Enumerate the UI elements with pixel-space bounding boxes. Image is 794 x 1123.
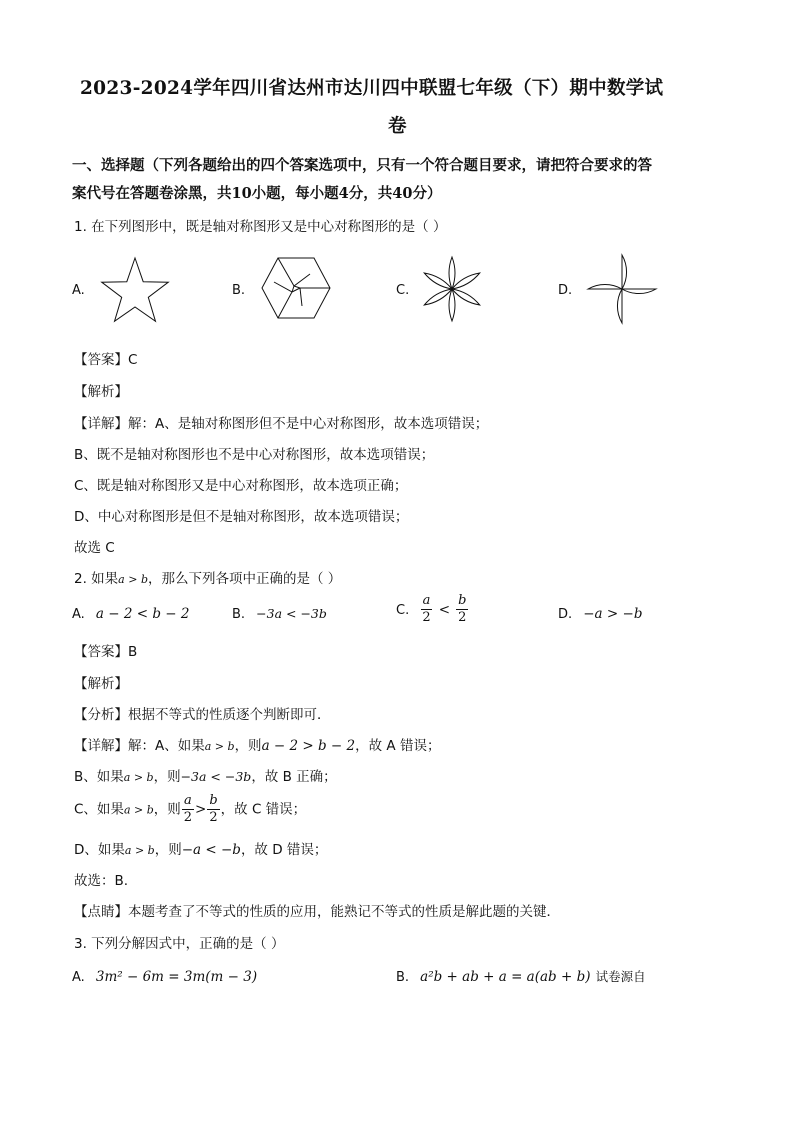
q1-option-d-label: D. — [558, 283, 573, 298]
fraction-a-over-2 — [182, 793, 194, 826]
detail-text: ，则 — [153, 801, 181, 818]
operator: > — [195, 801, 207, 818]
q3-option-a — [72, 966, 257, 985]
star-icon — [100, 255, 170, 323]
detail-text: B、如果 — [74, 769, 124, 785]
option-label: D. — [558, 607, 573, 622]
fraction-a-over-2 — [420, 593, 432, 626]
stem-math: a > b — [118, 573, 148, 586]
q2-option-d — [558, 603, 642, 622]
question-3-stem: 3. 下列分解因式中，正确的是（ ） — [74, 936, 285, 952]
condition-math: a > b — [204, 740, 235, 753]
dianjing-tag: 【点睛】 — [74, 904, 128, 920]
q2-fenxi — [74, 703, 331, 723]
q1-detail-line-2: B、既不是轴对称图形也不是中心对称图形，故本选项错误； — [74, 447, 435, 463]
detail-tag: 【详解】 — [74, 416, 128, 432]
option-label: A. — [72, 970, 85, 985]
denominator: 2 — [458, 610, 467, 625]
detail-text: ，故 B 正确； — [251, 769, 337, 785]
numerator: b — [209, 793, 218, 808]
option-label: B. — [232, 607, 246, 622]
page-title-line1: 2023-2024学年四川省达州市达川四中联盟七年级（下）期中数学试 — [80, 78, 664, 99]
option-label: B. — [396, 970, 410, 985]
option-expression: a − 2 < b − 2 — [95, 606, 190, 622]
page-title-line2: 卷 — [388, 116, 407, 137]
stem-pre: 2. 如果 — [74, 571, 119, 587]
q2-dianjing — [74, 900, 560, 920]
fraction-b-over-2 — [207, 793, 219, 826]
denominator: 2 — [209, 810, 218, 825]
q1-conclusion: 故选 C — [74, 540, 115, 556]
detail-text: D、如果 — [74, 842, 125, 858]
q2-option-a — [72, 603, 189, 622]
q1-option-c-label: C. — [396, 283, 410, 298]
pinwheel-icon — [586, 254, 658, 324]
option-expression: −3a < −3b — [256, 606, 327, 621]
numerator: b — [458, 593, 467, 608]
q1-detail-line-1 — [74, 412, 488, 432]
q2-detail-line-1 — [74, 734, 440, 754]
source-watermark-text: 试卷源自 — [595, 969, 646, 984]
q1-answer — [74, 348, 137, 368]
numerator: a — [422, 593, 431, 608]
q2-detail-line-4 — [74, 838, 327, 858]
detail-text: ，则 — [234, 738, 262, 754]
detail-text: 解：A、如果 — [128, 738, 205, 754]
answer-value: C — [128, 352, 138, 368]
condition-math: a > b — [124, 844, 155, 857]
detail-text: C、如果 — [74, 801, 124, 818]
option-expression: 3m² − 6m = 3m(m − 3) — [95, 969, 258, 985]
q2-answer — [74, 640, 137, 660]
numerator: a — [184, 793, 192, 808]
condition-math: a > b — [123, 803, 154, 817]
result-math: −a < −b — [181, 842, 241, 858]
detail-tag: 【详解】 — [74, 738, 128, 754]
question-2-stem — [74, 567, 341, 587]
q2-detail-line-3 — [74, 793, 306, 826]
q2-analysis-tag: 【解析】 — [74, 676, 128, 692]
option-expression: a²b + ab + a = a(ab + b) — [420, 969, 591, 985]
q1-detail-line-3: C、既是轴对称图形又是中心对称图形，故本选项正确； — [74, 478, 408, 494]
q3-option-b — [396, 966, 646, 985]
q2-option-b — [232, 603, 327, 622]
answer-tag: 【答案】 — [74, 352, 128, 368]
section-heading-line2: 案代号在答题卷涂黑，共10小题，每小题4分，共40分） — [72, 185, 442, 202]
option-label: A. — [72, 607, 85, 622]
result-math: a − 2 > b − 2 — [261, 738, 356, 754]
answer-value: B — [128, 644, 138, 660]
detail-text: ，故 D 错误； — [240, 842, 328, 858]
fraction-b-over-2 — [456, 593, 468, 626]
answer-tag: 【答案】 — [74, 644, 128, 660]
option-expression: −a > −b — [583, 606, 643, 622]
option-label: C. — [396, 603, 410, 618]
detail-text: ，故 A 错误； — [355, 738, 441, 754]
fenxi-tag: 【分析】 — [74, 707, 128, 723]
detail-text: 解：A、是轴对称图形但不是中心对称图形，故本选项错误； — [128, 416, 489, 432]
hexagon-triskelion-icon — [260, 256, 332, 320]
dianjing-text: 本题考查了不等式的性质的应用，能熟记不等式的性质是解此题的关键． — [128, 904, 560, 920]
detail-text: ，则 — [153, 769, 181, 785]
q1-option-b-label: B. — [232, 283, 246, 298]
denominator: 2 — [183, 810, 193, 825]
stem-post: ，那么下列各项中正确的是（ ） — [147, 571, 342, 587]
six-petal-flower-icon — [420, 256, 484, 322]
option-operator: < — [438, 602, 450, 618]
denominator: 2 — [422, 610, 431, 625]
result-math: −3a < −3b — [180, 769, 252, 784]
q2-option-c — [396, 593, 469, 626]
q1-detail-line-4: D、中心对称图形是但不是轴对称图形，故本选项错误； — [74, 509, 409, 525]
condition-math: a > b — [123, 771, 154, 784]
question-1-stem: 1. 在下列图形中，既是轴对称图形又是中心对称图形的是（ ） — [74, 219, 447, 235]
q2-detail-line-2 — [74, 765, 337, 785]
q1-option-a-label: A. — [72, 283, 85, 298]
q2-conclusion: 故选：B. — [74, 873, 129, 889]
section-heading-line1: 一、选择题（下列各题给出的四个答案选项中，只有一个符合题目要求，请把符合要求的答 — [72, 157, 652, 174]
fenxi-text: 根据不等式的性质逐个判断即可． — [128, 707, 331, 723]
q1-analysis-tag: 【解析】 — [74, 384, 128, 400]
detail-text: ，故 C 错误； — [220, 801, 307, 818]
detail-text: ，则 — [154, 842, 182, 858]
